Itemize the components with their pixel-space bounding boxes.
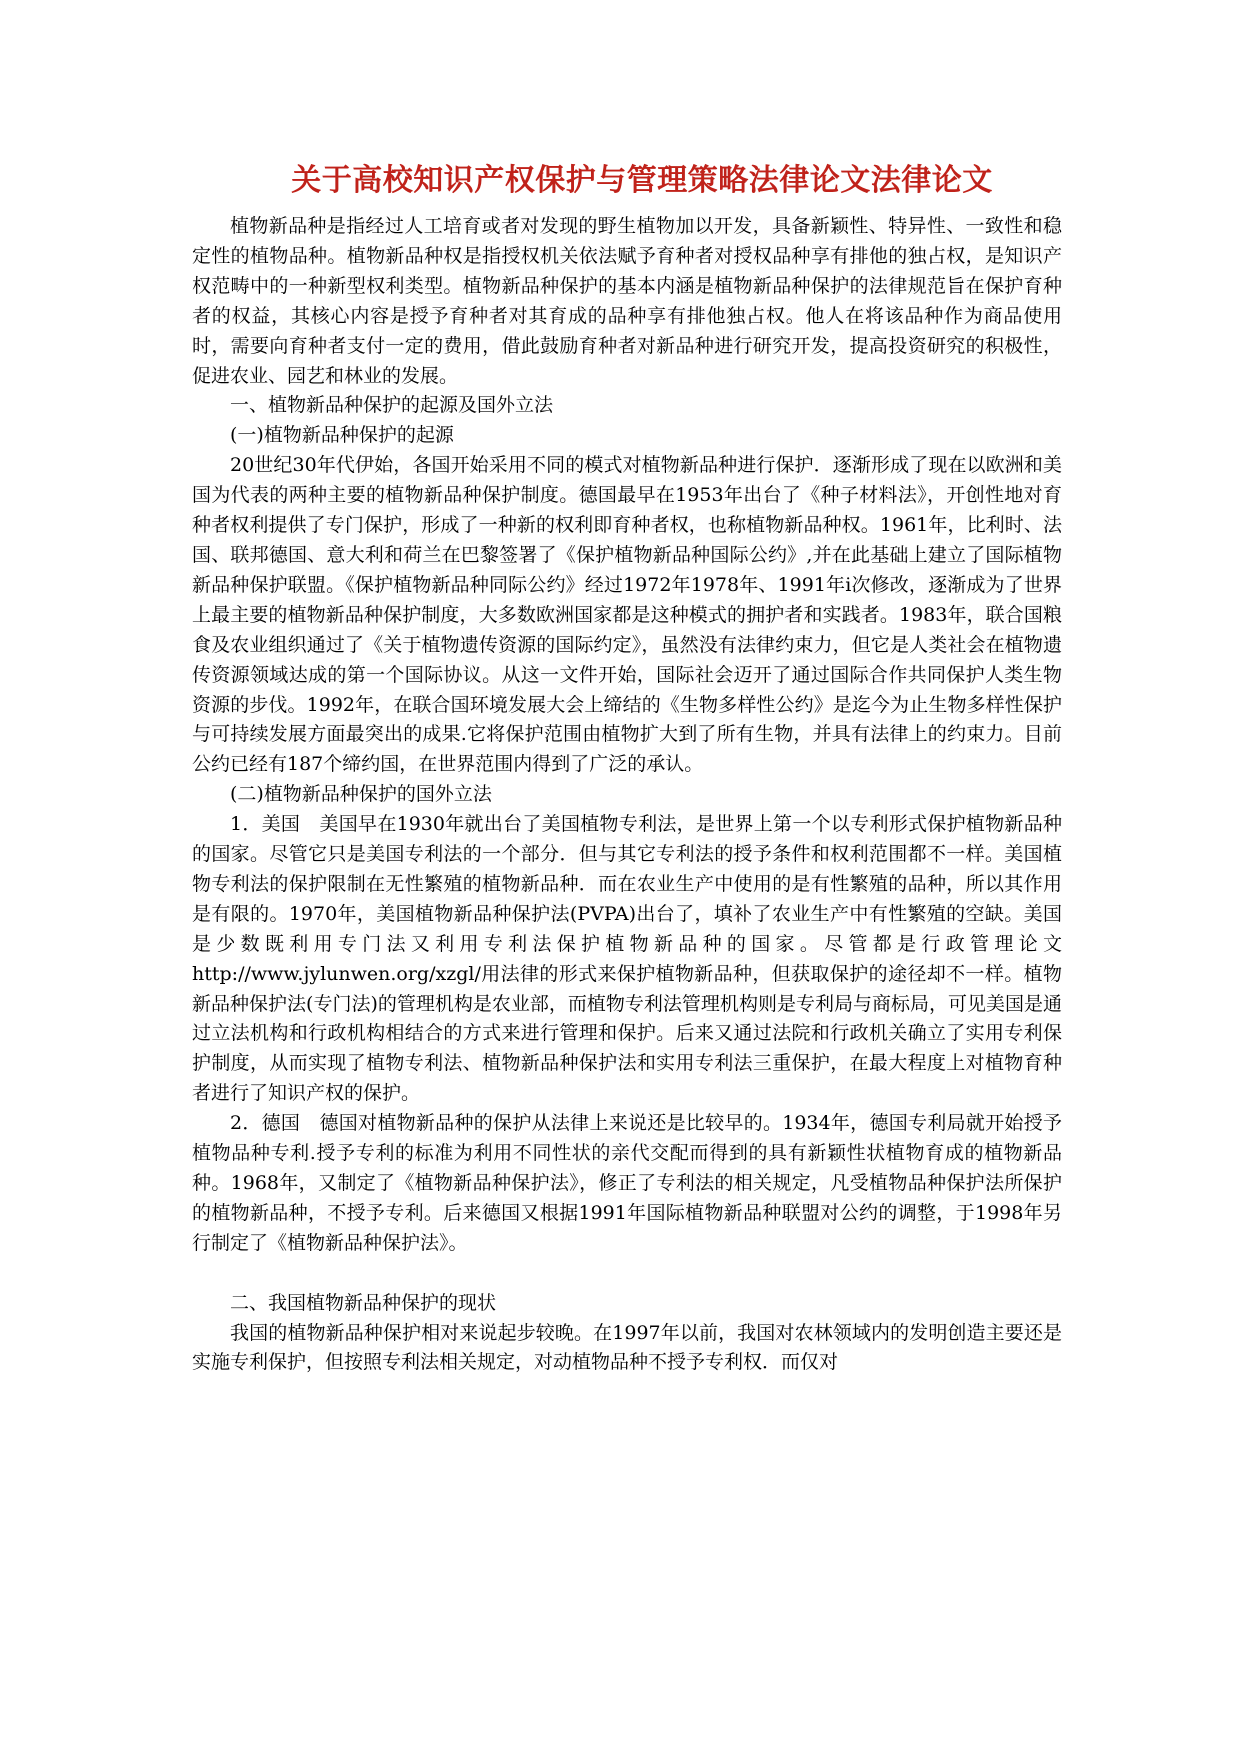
section-heading-1: 一、植物新品种保护的起源及国外立法 [230,394,554,417]
section-heading-2: 二、我国植物新品种保护的现状 [230,1291,497,1314]
paragraph-germany: 2．德国 德国对植物新品种的保护从法律上来说还是比较早的。1934年，德国专利局就开始授予植物品种专利.授予专利的标准为利用不同性状的亲代交配而得到的具有新颖性状植物育成的植物新品种。1968年，又制定了《植物新品种保护法》，修正了专利法的相关规定，凡受植物品种保护法所保护的植物新品种，不授予专利。后来德国又根据1991年国际植物新品种联盟对公约的调整，于1998年另行制定了《植物新品种保护法》。 [192,1112,1062,1254]
paragraph-usa: 1．美国 美国早在1930年就出台了美国植物专利法，是世界上第一个以专利形式保护植物新品种的国家。尽管它只是美国专利法的一个部分．但与其它专利法的授予条件和权利范围都不一样。美国植物专利法的保护限制在无性繁殖的植物新品种．而在农业生产中使用的是有性繁殖的品种，所以其作用是有限的。1970年，美国植物新品种保护法(PVPA)出台了，填补了农业生产中有性繁殖的空缺。美国是少数既利用专门法又利用专利法保护植物新品种的国家。尽管都是行政管理论文http://www.jylunwen.org/xzgl/用法律的形式来保护植物新品种，但获取保护的途径却不一样。植物新品种保护法(专门法)的管理机构是农业部，而植物专利法管理机构则是专利局与商标局，可见美国是通过立法机构和行政机构相结合的方式来进行管理和保护。后来又通过法院和行政机关确立了实用专利保护制度，从而实现了植物专利法、植物新品种保护法和实用专利法三重保护，在最大程度上对植物育种者进行了知识产权的保护。 [192,813,1062,1105]
subsection-heading-1-1: (一)植物新品种保护的起源 [230,424,454,447]
paragraph-intro: 植物新品种是指经过人工培育或者对发现的野生植物加以开发，具备新颖性、特异性、一致性和稳定性的植物品种。植物新品种权是指授权机关依法赋予育种者对授权品种享有排他的独占权，是知识产权范畴中的一种新型权利类型。植物新品种保护的基本内涵是植物新品种保护的法律规范旨在保护育种者的权益，其核心内容是授予育种者对其育成的品种享有排他独占权。他人在将该品种作为商品使用时，需要向育种者支付一定的费用，借此鼓励育种者对新品种进行研究开发，提高投资研究的积极性，促进农业、园艺和林业的发展。 [192,215,1062,387]
blank-line [192,1259,1062,1289]
paragraph-origin: 20世纪30年代伊始，各国开始采用不同的模式对植物新品种进行保护．逐渐形成了现在以欧洲和美国为代表的两种主要的植物新品种保护制度。德国最早在1953年出台了《种子材料法》，开创性地对育种者权利提供了专门保护，形成了一种新的权利即育种者权，也称植物新品种权。1961年，比利时、法国、联邦德国、意大利和荷兰在巴黎签署了《保护植物新品种国际公约》,并在此基础上建立了国际植物新品种保护联盟。《保护植物新品种同际公约》经过1972年1978年、1991年i次修改，逐渐成为了世界上最主要的植物新品种保护制度，大多数欧洲国家都是这种模式的拥护者和实践者。1983年，联合国粮食及农业组织通过了《关于植物遗传资源的国际约定》，虽然没有法律约束力，但它是人类社会在植物遗传资源领域达成的第一个国际协议。从这一文件开始，国际社会迈开了通过国际合作共同保护人类生物资源的步伐。1992年，在联合国环境发展大会上缔结的《生物多样性公约》是迄今为止生物多样性保护与可持续发展方面最突出的成果.它将保护范围由植物扩大到了所有生物，并具有法律上的约束力。目前公约已经有187个缔约国，在世界范围内得到了广泛的承认。 [192,454,1062,776]
document-body [192,212,1062,1378]
document-title: 关于高校知识产权保护与管理策略法律论文法律论文 [291,163,993,198]
subsection-heading-1-2: (二)植物新品种保护的国外立法 [230,783,492,806]
paragraph-china: 我国的植物新品种保护相对来说起步较晚。在1997年以前，我国对农林领域内的发明创造主要还是实施专利保护，但按照专利法相关规定，对动植物品种不授予专利权．而仅对 [192,1321,1062,1374]
